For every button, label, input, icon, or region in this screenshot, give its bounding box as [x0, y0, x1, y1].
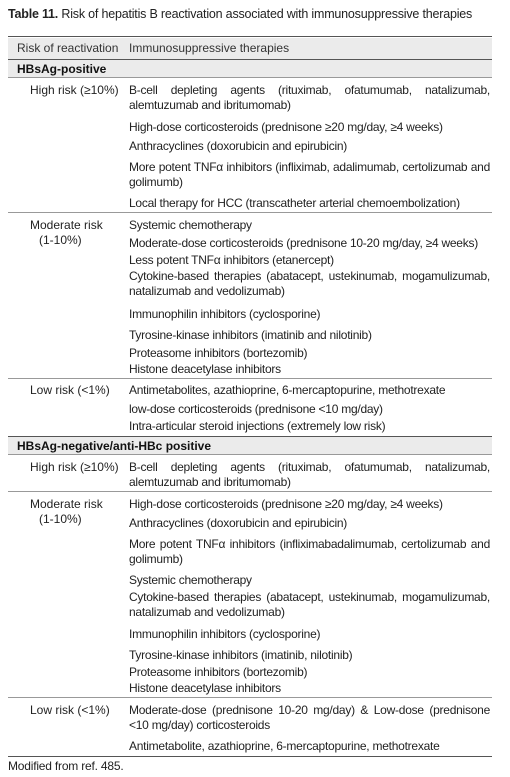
therapy-item: More potent TNFα inhibitors (infliximabadalimumab, certolizumab and golimumb): [129, 537, 490, 566]
risk-level: Low risk (<1%): [30, 383, 110, 397]
footnote: Modified from ref. 485.: [8, 759, 124, 773]
therapy-item: Moderate-dose corticosteroids (prednisone 10-20 mg/day, ≥4 weeks): [129, 236, 478, 250]
risk-level: High risk (≥10%): [30, 83, 119, 97]
group-rule: [8, 697, 492, 698]
therapy-item: low-dose corticosteroids (prednisone <10 mg/day): [129, 402, 383, 416]
column-header-risk: Risk of reactivation: [17, 41, 119, 55]
table-title: Risk of hepatitis B reactivation associated with immunosuppressive therapies: [61, 7, 473, 21]
group-rule: [8, 212, 492, 213]
therapy-item: Histone deacetylase inhibitors: [129, 681, 281, 695]
therapy-item: High-dose corticosteroids (prednisone ≥20 mg/day, ≥4 weeks): [129, 497, 443, 511]
therapy-item: Tyrosine-kinase inhibitors (imatinib, nilotinib): [129, 648, 353, 662]
therapy-item: Proteasome inhibitors (bortezomib): [129, 346, 308, 360]
risk-range: (1-10%): [39, 233, 82, 247]
therapy-item: Antimetabolite, azathioprine, 6-mercaptopurine, methotrexate: [129, 739, 440, 753]
risk-level: High risk (≥10%): [30, 460, 119, 474]
therapy-item: Local therapy for HCC (transcatheter arterial chemoembolization): [129, 196, 460, 210]
therapy-item: Immunophilin inhibitors (cyclosporine): [129, 627, 321, 641]
therapy-item: Cytokine-based therapies (abatacept, ustekinumab, mogamulizumab, natalizumab and vedolizumab): [129, 269, 490, 298]
therapy-item: Proteasome inhibitors (bortezomib): [129, 665, 308, 679]
therapy-item: High-dose corticosteroids (prednisone ≥20 mg/day, ≥4 weeks): [129, 120, 443, 134]
section-heading: HBsAg-positive: [17, 62, 107, 76]
column-header-therapies: Immunosuppressive therapies: [129, 41, 290, 55]
therapy-item: Moderate-dose (prednisone 10-20 mg/day) & Low-dose (prednisone <10 mg/day) corticosteroids: [129, 703, 490, 732]
therapy-item: Less potent TNFα inhibitors (etanercept): [129, 253, 334, 267]
bottom-rule: [8, 756, 492, 757]
therapy-item: Cytokine-based therapies (abatacept, ustekinumab, mogamulizumab, natalizumab and vedolizumab): [129, 590, 490, 619]
risk-level: Low risk (<1%): [30, 703, 110, 717]
risk-range: (1-10%): [39, 512, 82, 526]
therapy-item: Systemic chemotherapy: [129, 573, 252, 587]
therapy-item: Histone deacetylase inhibitors: [129, 362, 281, 376]
therapy-item: Antimetabolites, azathioprine, 6-mercaptopurine, methotrexate: [129, 383, 446, 397]
section-rule: [8, 454, 492, 455]
therapy-item: Intra-articular steroid injections (extremely low risk): [129, 419, 386, 433]
top-rule: [8, 36, 492, 37]
therapy-item: B-cell depleting agents (rituximab, ofatumumab, natalizumab, alemtuzumab and ibritumomab): [129, 460, 490, 489]
therapy-item: More potent TNFα inhibitors (infliximab, adalimumab, certolizumab and golimumb): [129, 160, 490, 189]
risk-level: Moderate risk: [30, 218, 103, 232]
section-rule: [8, 77, 492, 78]
table-caption: [8, 6, 472, 22]
therapy-item: Anthracyclines (doxorubicin and epirubicin): [129, 139, 348, 153]
therapy-item: Tyrosine-kinase inhibitors (imatinib and nilotinib): [129, 328, 372, 342]
therapy-item: B-cell depleting agents (rituximab, ofatumumab, natalizumab, alemtuzumab and ibritumomab): [129, 83, 490, 112]
group-rule: [8, 491, 492, 492]
section-heading: HBsAg-negative/anti-HBc positive: [17, 439, 212, 453]
therapy-item: Anthracyclines (doxorubicin and epirubicin): [129, 516, 348, 530]
risk-level: Moderate risk: [30, 497, 103, 511]
table-number: Table 11.: [8, 7, 59, 21]
group-rule: [8, 378, 492, 379]
therapy-item: Systemic chemotherapy: [129, 218, 252, 232]
therapy-item: Immunophilin inhibitors (cyclosporine): [129, 307, 321, 321]
